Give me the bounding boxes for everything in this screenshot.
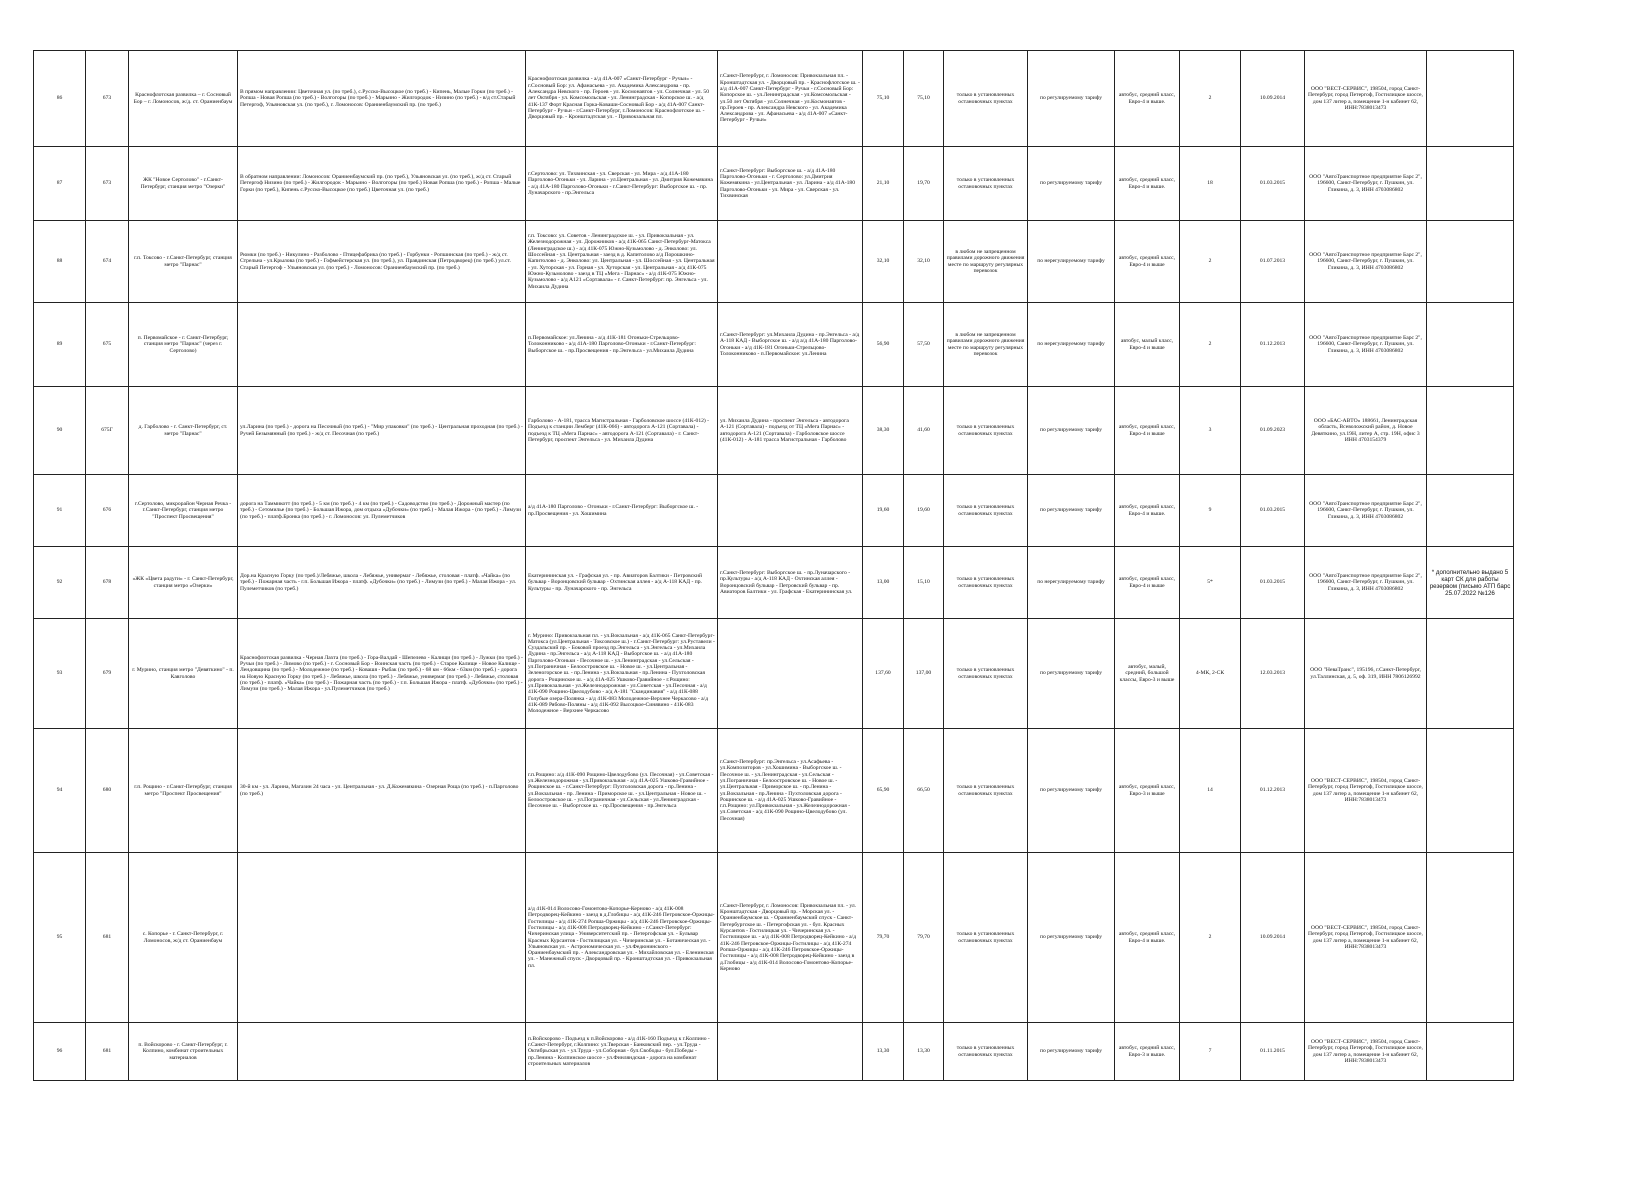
tariff-type-cell: по регулируемому тарифу [1028, 1023, 1115, 1081]
start-date-cell: 01.03.2015 [1241, 475, 1305, 547]
carrier-info-cell: ООО "ВЕСТ-СЕРВИС", 198504, город Санкт-Петербург, город Петергоф, Гостилицкое шоссе, дом 137 литер а, помещение 1-н кабинет 62, ИНН:7838013473 [1305, 729, 1427, 853]
vehicle-class-cell: автобус, средний класс, Евро-4 и выше. [1115, 147, 1180, 221]
route-number-cell: 676 [86, 475, 129, 547]
route-name-cell: г.п. Рощино - г.Санкт-Петербург, станция метро "Проспект Просвещения" [129, 729, 238, 853]
start-date-cell: 01.03.2015 [1241, 547, 1305, 619]
route-number-cell: 675Г [86, 387, 129, 475]
length-forward-cell: 79,70 [863, 853, 904, 1023]
forward-path-cell: Екатерининская ул. - Графская ул. - пр. Авиаторов Балтики - Петровский бульвар - Воронцовский бульвар - Охтинская аллея - а/д А-118 КАД - пр. Культуры - пр. Луначарского - пр. Энгельса [526, 547, 718, 619]
row-number-cell: 87 [34, 147, 86, 221]
row-number-cell: 94 [34, 729, 86, 853]
note-cell [1427, 729, 1514, 853]
vehicle-count-cell: 2 [1180, 51, 1241, 147]
tariff-type-cell: по регулируемому тарифу [1028, 619, 1115, 729]
tariff-type-cell: по регулируемому тарифу [1028, 729, 1115, 853]
return-path-cell [718, 221, 863, 303]
length-forward-cell: 13,00 [863, 547, 904, 619]
return-path-cell: г.Санкт-Петербург: Выборгское ш. - пр.Луначарского - пр.Культуры - а/д А-118 КАД - Охтинская аллея - Воронцовский бульвар - Петровский бульвар - пр. Авиаторов Балтики - ул. Графская - Екатерининская ул. [718, 547, 863, 619]
intermediate-stops-cell: В обратном направлении: Ломоносов: Ораниенбаумский пр. (по треб.), Ульяновская ул. (по треб.), ж/д ст. Старый Петергоф Низино (по треб.) - Жилгородок - Марьино - Волгогоры (по треб.) Новая Ропша (по треб.) - Ропша - Малые Горки (по треб.), Кипень с.Русско-Высоцкое (по треб.) Цветочная ул. (по треб.) [238, 147, 526, 221]
row-number-cell: 89 [34, 303, 86, 387]
intermediate-stops-cell [238, 303, 526, 387]
note-cell: * дополнительно выдано 5 карт СК для работы резервом (письмо АТП барс 25.07.2022 №126 [1427, 547, 1514, 619]
length-return-cell: 19,60 [904, 475, 944, 547]
boarding-mode-cell: только в установленных остановочных пунктах [944, 547, 1028, 619]
length-forward-cell: 13,30 [863, 1023, 904, 1081]
boarding-mode-cell: только в установленных остановочных пунктах [944, 1023, 1028, 1081]
tariff-type-cell: по регулируемому тарифу [1028, 51, 1115, 147]
boarding-mode-cell: только в установленных остановочных пунктах [944, 729, 1028, 853]
row-number-cell: 95 [34, 853, 86, 1023]
route-name-cell: с. Копорье - г. Санкт-Петербург, г. Ломоносов, ж/д ст. Ораниенбаум [129, 853, 238, 1023]
forward-path-cell: Краснофлотская развилка - а/д 41А-007 «Санкт-Петербург - Ручьи» - г.Сосновый Бор: ул. Афанасьева - ул. Академика Александрова - пр. Александра Невского - пр. Героев - ул. Космонавтов - ул. Солнечная - ул. 50 лет Октября - ул. Комсомольская - ул. Ленинградская - Копорское ш. - а/д 41К-137 Форт Красная Горка-Коваши-Сосновый Бор - а/д 41А-007 Санкт-Петербург - Ручьи - г.Санкт-Петербург, г.Ломоносов: Краснофлотское ш. - Дворцовый пр. - Кронштадтская ул. - Привокзальная пл. [526, 51, 718, 147]
length-forward-cell: 19,60 [863, 475, 904, 547]
table-row [34, 303, 1514, 387]
tariff-type-cell: по регулируемому тарифу [1028, 475, 1115, 547]
table-row [34, 853, 1514, 1023]
length-return-cell: 19,70 [904, 147, 944, 221]
vehicle-count-cell: 9 [1180, 475, 1241, 547]
vehicle-class-cell: автобус, малый, средний, большой классы, Евро-3 и выше [1115, 619, 1180, 729]
vehicle-class-cell: автобус, средний класс, Евро-4 и выше. [1115, 853, 1180, 1023]
boarding-mode-cell: только в установленных остановочных пунктах [944, 475, 1028, 547]
row-number-cell: 88 [34, 221, 86, 303]
vehicle-count-cell: 18 [1180, 147, 1241, 221]
vehicle-count-cell: 2 [1180, 853, 1241, 1023]
length-return-cell: 75,10 [904, 51, 944, 147]
carrier-info-cell: ООО "АвтоТранспортное предприятие Барс 2", 196600, Санкт-Петербург, г. Пушкин, ул. Гликина, д. 3, ИНН 4703086802 [1305, 221, 1427, 303]
boarding-mode-cell: только в установленных остановочных пунктах [944, 147, 1028, 221]
vehicle-class-cell: автобус, малый класс, Евро-4 и выше [1115, 303, 1180, 387]
length-return-cell: 57,50 [904, 303, 944, 387]
route-number-cell: 681 [86, 1023, 129, 1081]
vehicle-class-cell: автобус, средний класс, Евро-4 и выше. [1115, 51, 1180, 147]
carrier-info-cell: ООО "ВЕСТ-СЕРВИС", 198504, город Санкт-Петербург, город Петергоф, Гостилицкое шоссе, дом 137 литер а, помещение 1-н кабинет 62, ИНН:7838013473 [1305, 51, 1427, 147]
vehicle-class-cell: автобус, средний класс, Евро-4 и выше [1115, 221, 1180, 303]
start-date-cell: 01.12.2013 [1241, 303, 1305, 387]
forward-path-cell: Гарболово - А-181, трасса Магистральная - Гарболовское шоссе (41К-012) - Подъезд к станции Лемберг (41К-066) - автодорога А-121 (Сортавала) - подъезд к ТЦ «Мега Парнас» - автодорога А-121 (Сортавала) - г. Санкт-Петербург, проспект Энгельса - ул. Михаила Дудина [526, 387, 718, 475]
tariff-type-cell: по регулируемому тарифу [1028, 853, 1115, 1023]
return-path-cell [718, 619, 863, 729]
length-forward-cell: 75,10 [863, 51, 904, 147]
boarding-mode-cell: в любом не запрещенном правилами дорожного движения месте по маршруту регулярных перевозок [944, 221, 1028, 303]
table-row [34, 1023, 1514, 1081]
carrier-info-cell: ООО "АвтоТранспортное предприятие Барс 2", 196600, Санкт-Петербург, г. Пушкин, ул. Гликина, д. 3, ИНН 4703086802 [1305, 303, 1427, 387]
table-row [34, 387, 1514, 475]
tariff-type-cell: по нерегулируемому тарифу [1028, 303, 1115, 387]
start-date-cell: 10.09.2014 [1241, 51, 1305, 147]
table-row [34, 221, 1514, 303]
boarding-mode-cell: только в установленных остановочных пунктах [944, 853, 1028, 1023]
row-number-cell: 92 [34, 547, 86, 619]
length-return-cell: 41,60 [904, 387, 944, 475]
start-date-cell: 01.03.2015 [1241, 147, 1305, 221]
boarding-mode-cell: только в установленных остановочных пунктах [944, 51, 1028, 147]
intermediate-stops-cell: 30-й км - ул. Ларина, Магазин 24 часа - ул. Центральная - ул. Д.Кожемякина - Озерная Роща (по треб.) - п.Парголово (по треб.) [238, 729, 526, 853]
start-date-cell: 01.07.2013 [1241, 221, 1305, 303]
table-row [34, 147, 1514, 221]
carrier-info-cell: ООО «БАС-АВТО» 188661, Ленинградская область, Всеволожский район, д. Новое Девяткино, ул.19Н, литер А, стр. 19Н, офис 3 ИНН 4703154379 [1305, 387, 1427, 475]
intermediate-stops-cell: Рюмки (по треб.) - Никулино - Разболово - Птицефабрика (по треб.) - Горбунки - Ропшинская (по треб.) - ж/д ст. Стрельна - ул.Крылова (по треб.) - Гофмейстерская ул. (по треб.), ул. Правдинская (Петродворец) (по треб.) ул.ст. Старый Петергоф - Ульяновская ул. (по треб.) - Ломоносов: Ораниенбаумский пр. (по треб.) [238, 221, 526, 303]
route-number-cell: 681 [86, 853, 129, 1023]
table-row [34, 729, 1514, 853]
intermediate-stops-cell: дорога на Таммикотт (по треб.) - 5 км (по треб.) - 4 км (по треб.) - Садоводство (по треб.) - Дорожный мастер (по треб.) - Сетомилье (по треб.) - Большая Ижора, дом отдыха «Дубочки» (по треб.) - Малая Ижора - (по треб.) - Лимузи (по треб.) - платф.Бронка (по треб.) - г. Ломоносов: ул. Пулеметчиков [238, 475, 526, 547]
route-number-cell: 673 [86, 51, 129, 147]
carrier-info-cell: ООО "ВЕСТ-СЕРВИС", 198504, город Санкт-Петербург, город Петергоф, Гостилицкое шоссе, дом 137 литер а, помещение 1-н кабинет 62, ИНН:7838013473 [1305, 1023, 1427, 1081]
return-path-cell: ул. Михаила Дудина - проспект Энгельса - автодорога А-121 (Сортавала) - подъезд от ТЦ «Мега Парнас» - автодорога А-121 (Сортавала) - Гарболовское шоссе (41К-012) - А-181 трасса Магистральная - Гарболово [718, 387, 863, 475]
return-path-cell [718, 1023, 863, 1081]
length-return-cell: 137,00 [904, 619, 944, 729]
route-name-cell: Краснофлотская развилка – г. Сосновый Бор – г. Ломоносов, ж/д. ст. Ораниенбаум [129, 51, 238, 147]
vehicle-class-cell: автобус, средний класс, Евро-3 и выше [1115, 729, 1180, 853]
note-cell [1427, 853, 1514, 1023]
return-path-cell: г.Санкт-Петербург, г. Ломоносов: Привокзальная пл. - ул. Кронштадтская - Дворцовый пр. - Морская ул. - Ораниенбаумское ш. - Ораниенбаумский спуск - Санкт-Петербургское ш. - Петергофская ул. - бул. Красных Курсантов - Гостилицкая ул. - Чичеринская ул. - Гостилицкое ш. - а/д 41К-008 Петродворец-Кейкино - а/д 41К-246 Петровское-Оржицы-Гостилицы - а/д 41К-274 Ропша-Оржицы - а/д 41К-246 Петровское-Оржицы-Гостилицы - а/д 41К-008 Петродворец-Кейкино - заезд в д.Глобицы - а/д 41К-014 Волосово-Гомонтово-Копорье-Керново [718, 853, 863, 1023]
length-return-cell: 13,30 [904, 1023, 944, 1081]
vehicle-count-cell: 2 [1180, 303, 1241, 387]
intermediate-stops-cell [238, 1023, 526, 1081]
start-date-cell: 10.09.2014 [1241, 853, 1305, 1023]
return-path-cell: г.Санкт-Петербург, г. Ломоносов: Привокзальная пл. - Кронштадтская ул. - Дворцовый пр. - Краснофлотское ш. - а/д 41А-007 Санкт-Петербург - Ручьи - г.Сосновый Бор: Копорское ш. - ул.Ленинградская - ул.Комсомольская - ул.50 лет Октября - ул.Солнечная - ул.Космонавтов - пр.Героев - пр. Александра Невского - ул. Академика Александрова - ул. Афанасьева - а/д 41А-007 «Санкт-Петербург - Ручьи» [718, 51, 863, 147]
vehicle-count-cell: 3 [1180, 387, 1241, 475]
intermediate-stops-cell: Дор.на Красную Горку (по треб.)/Лебяжье, школа - Лебяжье, универмаг - Лебяжье, столовая - платф. «Чайка» (по треб.) - Пожарная часть - г.п. Большая Ижора - платф. «Дубочки» (по треб.) - Лимузи (по треб.) - Малая Ижора - ул. Пулеметчиков (по треб.) [238, 547, 526, 619]
vehicle-count-cell: 7 [1180, 1023, 1241, 1081]
intermediate-stops-cell: Краснофлотская развилка - Черная Лахта (по треб.) - Гора-Валдай - Шепелево - Калищи (по треб.) - Лужки (по треб.) - Ручьи (по треб.) - Лимово (по треб.) - г. Сосновый Бор - Воинская часть (по треб.) - Старое Калище - Новое Калище - Лендовщина (по треб.) - Молодежное (по треб.) - Ковашя - Рыбак (по треб.) - 68 км - 66км - 63км (по треб.) - дорога на Новую Красную Горку (по треб.) - Лебяжье, школа (по треб.) - Лебяжье, универмаг (по треб.) - Лебяжье, столовая (по треб.) - платф. «Чайка» (по треб.) - Пожарная часть (по треб.) - г.п. Большая Ижора - платф. «Дубочки» (по треб.) - Лимузи (по треб.) - Малая Ижора - ул.Пулеметчиков (по треб.) [238, 619, 526, 729]
tariff-type-cell: по регулируемому тарифу [1028, 387, 1115, 475]
table-body [34, 51, 1514, 1081]
forward-path-cell: г.Сертолово: ул. Тихвинская - ул. Сверская - ул. Мира - а/д 41А-180 Парголово-Огоньки - ул. Ларина - ул.Центральная - ул. Дмитрия Кожемякина - а/д 41А-180 Парголово-Огоньки - г.Санкт-Петербург: Выборгское ш. - пр. Луначарского - пр.Энгельса [526, 147, 718, 221]
boarding-mode-cell: только в установленных остановочных пунктах [944, 387, 1028, 475]
vehicle-count-cell: 5* [1180, 547, 1241, 619]
note-cell [1427, 475, 1514, 547]
carrier-info-cell: ООО "НеваТранс", 195196, г.Санкт-Петербург, ул.Таллинская, д. 5, оф. 319, ИНН 7806126992 [1305, 619, 1427, 729]
length-return-cell: 15,10 [904, 547, 944, 619]
route-registry-sheet [33, 50, 1514, 1081]
table-row [34, 547, 1514, 619]
route-number-cell: 674 [86, 221, 129, 303]
row-number-cell: 93 [34, 619, 86, 729]
row-number-cell: 96 [34, 1023, 86, 1081]
table-row [34, 619, 1514, 729]
intermediate-stops-cell: В прямом направлении: Цветочная ул. (по треб.), с.Русско-Высоцкое (по треб.) - Кипень, Малые Горки (по треб.) - Ропша - Новая Ропша (по треб.) - Волгогоры (по треб.) - Марьино - Жилгородок - Низино (по треб.) - в/д ст.Старый Петергоф, Ульяновская ул. (по треб.), г. Ломоносов: Ораниенбаумский пр. (по треб.) [238, 51, 526, 147]
forward-path-cell: а/д 41А-180 Парголово - Огоньки - г.Санкт-Петербург: Выборгское ш. - пр.Просвещения - ул. Хошимина [526, 475, 718, 547]
return-path-cell [718, 475, 863, 547]
note-cell [1427, 303, 1514, 387]
route-name-cell: п. Войскорово - г. Санкт-Петербург, г. Колпино, комбинат строительных материалов [129, 1023, 238, 1081]
route-name-cell: г.Сертолово, микрорайон Черная Речка - г.Санкт-Петербург, станция метро "Проспект Просвещения" [129, 475, 238, 547]
table-row [34, 475, 1514, 547]
tariff-type-cell: по нерегулируемому тарифу [1028, 221, 1115, 303]
return-path-cell: г.Санкт-Петербург: ул.Михаила Дудина - пр.Энгельса - а/д А-118 КАД - Выборгское ш. - а/д а/д 41А-180 Парголово-Огоньки - а/д 41К-181 Огоньки-Стрельцово-Толоконниково - п.Первомайское: ул.Ленина [718, 303, 863, 387]
length-forward-cell: 21,10 [863, 147, 904, 221]
route-number-cell: 673 [86, 147, 129, 221]
note-cell [1427, 387, 1514, 475]
intermediate-stops-cell [238, 853, 526, 1023]
return-path-cell: г.Санкт-Петербург: пр.Энгельса - ул.Асафьева - ул.Композиторов - ул.Хошимина - Выборгское ш. - Песочное ш. - ул.Ленинградская - ул.Сельская - ул.Пограничная - Белоостровское ш. - Новое ш. - ул.Центральная - Приморское ш. - пр.Ленина - ул.Вокзальная - пр.Ленина - Пухтоловская дорога - Рощинское ш. - а/д 41А-025 Ушково-Гравийное - г.п.Рощино: ул.Привокзальная - ул.Железнодорожная - ул.Советская - а/д 41К-090 Рощино-Цвелодубово (ул. Песочная) [718, 729, 863, 853]
forward-path-cell: п.Войскорово - Подъезд к п.Войскорово - а/д 41К-160 Подъезд к г.Колпино - г.Санкт-Петербург, г.Колпино: ул.Тверская - Банковский пер. - ул.Труда - Октябрьская ул. - ул.Труда - ул.Соборная - бул.Свободы - бул.Победы - пр.Ленина - Колпинское шоссе - ул.Финляндская - дорога на комбинат строительных материалов [526, 1023, 718, 1081]
vehicle-class-cell: автобус, средний класс, Евро-4 и выше. [1115, 475, 1180, 547]
route-name-cell: д. Гарболово - г. Санкт-Петербург, ст. метро "Парнас" [129, 387, 238, 475]
vehicle-count-cell: 2 [1180, 221, 1241, 303]
route-name-cell: «ЖК «Цвета радуги» - г. Санкт-Петербург, станция метро «Озерки» [129, 547, 238, 619]
length-forward-cell: 32,10 [863, 221, 904, 303]
tariff-type-cell: по регулируемому тарифу [1028, 147, 1115, 221]
start-date-cell: 01.11.2015 [1241, 1023, 1305, 1081]
length-forward-cell: 65,90 [863, 729, 904, 853]
note-cell [1427, 221, 1514, 303]
carrier-info-cell: ООО "АвтоТранспортное предприятие Барс 2", 196600, Санкт-Петербург, г. Пушкин, ул. Гликина, д. 3, ИНН 4703086802 [1305, 147, 1427, 221]
route-registry-table [33, 50, 1514, 1081]
route-name-cell: п. Первомайское - г. Санкт-Петербург, станция метро "Парнас" (через г. Сертолово) [129, 303, 238, 387]
boarding-mode-cell: в любом не запрещенном правилами дорожного движения месте по маршруту регулярных перевозок [944, 303, 1028, 387]
forward-path-cell: г.п. Токсово: ул. Советов - Ленинградское ш. - ул. Привокзальная - ул. Железнодорожная - ул. Дорожников - а/д 41К-065 Санкт-Петербург-Матокса (Ленинградское ш.) - а/д 41К-075 Южно-Кузьмолово - д. Энколово: ул. Шоссейная - ул. Центральная - заезд в д. Капитолово а/д Порошкино-Капитолово - д. Энколово: ул. Центральная - ул. Шоссейная - ул. Центральная - ул. Хуторская - ул. Горная - ул. Хуторская - ул. Центральная - а/д 41К-075 Южно-Кузьмолово - заезд в ТЦ «Мега - Парнас» - а/д 41К-075 Южно-Кузьмолово - а/д А121 «Сортавала» - г. Санкт-Петербург: пр. Энгельса - ул. Михаила Дудина [526, 221, 718, 303]
length-return-cell: 32,10 [904, 221, 944, 303]
return-path-cell: г.Санкт-Петербург: Выборгское ш. - а/д 41А-180 Парголово-Огоньки - г. Сертолово: ул.Дмитрия Кожемякина - ул.Центральная - ул. Ларина - а/д 41А-180 Парголово-Огоньки - ул. Мира - ул. Сверская - ул. Тихвинская [718, 147, 863, 221]
length-forward-cell: 38,30 [863, 387, 904, 475]
row-number-cell: 91 [34, 475, 86, 547]
note-cell [1427, 51, 1514, 147]
row-number-cell: 86 [34, 51, 86, 147]
boarding-mode-cell: только в установленных остановочных пунктах [944, 619, 1028, 729]
start-date-cell: 12.03.2013 [1241, 619, 1305, 729]
note-cell [1427, 619, 1514, 729]
route-number-cell: 680 [86, 729, 129, 853]
forward-path-cell: п.Первомайское: ул.Ленина - а/д 41К-181 Огоньки-Стрельцово-Толоконниково - а/д 41А-180 Парголово-Огоньки - г.Санкт-Петербург: Выборгское ш. - пр.Просвещения - пр.Энгельса - ул.Михаила Дудина [526, 303, 718, 387]
vehicle-count-cell: 4-МК, 2-СК [1180, 619, 1241, 729]
vehicle-class-cell: автобус, средний класс, Евро-4 и выше [1115, 547, 1180, 619]
start-date-cell: 01.09.2023 [1241, 387, 1305, 475]
route-name-cell: г. Мурино, станция метро "Девяткино" - п. Кавголово [129, 619, 238, 729]
forward-path-cell: а/д 41К-014 Волосово-Гомонтово-Копорье-Керново - а/д 41К-008 Петродворец-Кейкино - заезд в д.Глобицы - а/д 41К-246 Петровское-Оржицы-Гостилицы - а/д 41К-274 Ропша-Оржицы - а/д 41К-246 Петровское-Оржицы-Гостилицы - а/д 41К-008 Петродворец-Кейкино - г.Санкт-Петербург: Чичеринская улица - Университетский пр. - Петергофская ул. - Бульвар Красных Курсантов - Гостилицкая ул. - Чичеринская ул. - Ботаническая ул. - Ульяновская ул. - Астрономическая ул. - ул.Федюнинского - Ораниенбаумский пр. - Александровская ул. - Михайловская ул. - Еленинская ул. - Манежный спуск - Дворцовый пр. - Кронштадтская ул. - Привокзальная пл. [526, 853, 718, 1023]
intermediate-stops-cell: ул.Ларина (по треб.) - дорога на Песочный (по треб.) - "Мир упаковки" (по треб.) - Центральная проходная (по треб.) - Ручей Безымянный (по треб.) - ж/д ст. Песочная (по треб.) [238, 387, 526, 475]
length-forward-cell: 56,90 [863, 303, 904, 387]
forward-path-cell: г. Мурино: Привокзальная пл. - ул.Вокзальная - а/д 41К-065 Санкт-Петербург-Матокса (ул.Центральная - Токсовское ш.) - г.Санкт-Петербург: ул.Руставели - Суздальский пр. - Боковой проезд пр.Энгельса - ул.Энгельса - ул.Михаила Дудина - пр.Энгельса - а/д А-118 КАД - Выборгское ш. - а/д 41А-180 Парголово-Огоньки - Песочное ш. - ул.Ленинградская - ул.Сельская - ул.Пограничная - Белоостровское ш. - Новое ш. - ул.Центральная - Зеленогорское ш. - пр.Ленина - ул.Вокзальная - пр.Ленина - Пухтоловская дорога - Рощинское ш. - а/д 41А-025 Ушково-Гравийное - г.Рощино: ул.Привокзальная - ул.Железнодорожная - ул.Советская - ул.Песочная - а/д 41К-090 Рощино-Цвелодубово - а/д А-181 "Скандинавия" - а/д 41К-088 Голубые озера-Полянка - а/д 41К-083 Молодежное-Верхнее Черкасово - а/д 41К-089 Рябово-Поляны - а/д 41К-092 Высоцкое-Синявино - 41К-083 Молодежное - Верхнее Черкасово [526, 619, 718, 729]
vehicle-count-cell: 14 [1180, 729, 1241, 853]
vehicle-class-cell: автобус, средний класс, Евро-3 и выше. [1115, 1023, 1180, 1081]
route-name-cell: г.п. Токсово - г.Санкт-Петербург, станция метро "Парнас" [129, 221, 238, 303]
route-number-cell: 675 [86, 303, 129, 387]
note-cell [1427, 147, 1514, 221]
route-number-cell: 678 [86, 547, 129, 619]
route-number-cell: 679 [86, 619, 129, 729]
forward-path-cell: г.п.Рощино: а/д 41К-090 Рощино-Цвелодубово (ул. Песочная) - ул.Советская - ул.Железнодорожная - ул.Привокзальная - а/д 41А-025 Ушково-Гравийное - Рощинское ш. - г.Санкт-Петербург: Пухтоловская дорога - пр.Ленина - ул.Вокзальная - пр. Ленина - Приморское ш. - ул.Центральная - Новое ш. - Белоостровское ш. - ул.Пограничная - ул.Сельская - ул.Ленинградская - Песочное ш. - Выборгское ш. - пр.Просвещения - пр.Энгельса [526, 729, 718, 853]
carrier-info-cell: ООО "АвтоТранспортное предприятие Барс 2", 196600, Санкт-Петербург, г. Пушкин, ул. Гликина, д. 3, ИНН 4703086802 [1305, 547, 1427, 619]
start-date-cell: 01.12.2013 [1241, 729, 1305, 853]
length-return-cell: 66,50 [904, 729, 944, 853]
table-row [34, 51, 1514, 147]
route-name-cell: ЖК "Новое Сертолово" - г.Санкт-Петербург, станция метро "Озерки" [129, 147, 238, 221]
note-cell [1427, 1023, 1514, 1081]
tariff-type-cell: по нерегулируемому тарифу [1028, 547, 1115, 619]
carrier-info-cell: ООО "АвтоТранспортное предприятие Барс 2", 196600, Санкт-Петербург, г. Пушкин, ул. Гликина, д. 3, ИНН 4703086802 [1305, 475, 1427, 547]
vehicle-class-cell: автобус, средний класс, Евро-4 и выше [1115, 387, 1180, 475]
length-forward-cell: 137,60 [863, 619, 904, 729]
length-return-cell: 79,70 [904, 853, 944, 1023]
carrier-info-cell: ООО "ВЕСТ-СЕРВИС", 198504, город Санкт-Петербург, город Петергоф, Гостилицкое шоссе, дом 137 литер а, помещение 1-н кабинет 62, ИНН:7838013473 [1305, 853, 1427, 1023]
row-number-cell: 90 [34, 387, 86, 475]
